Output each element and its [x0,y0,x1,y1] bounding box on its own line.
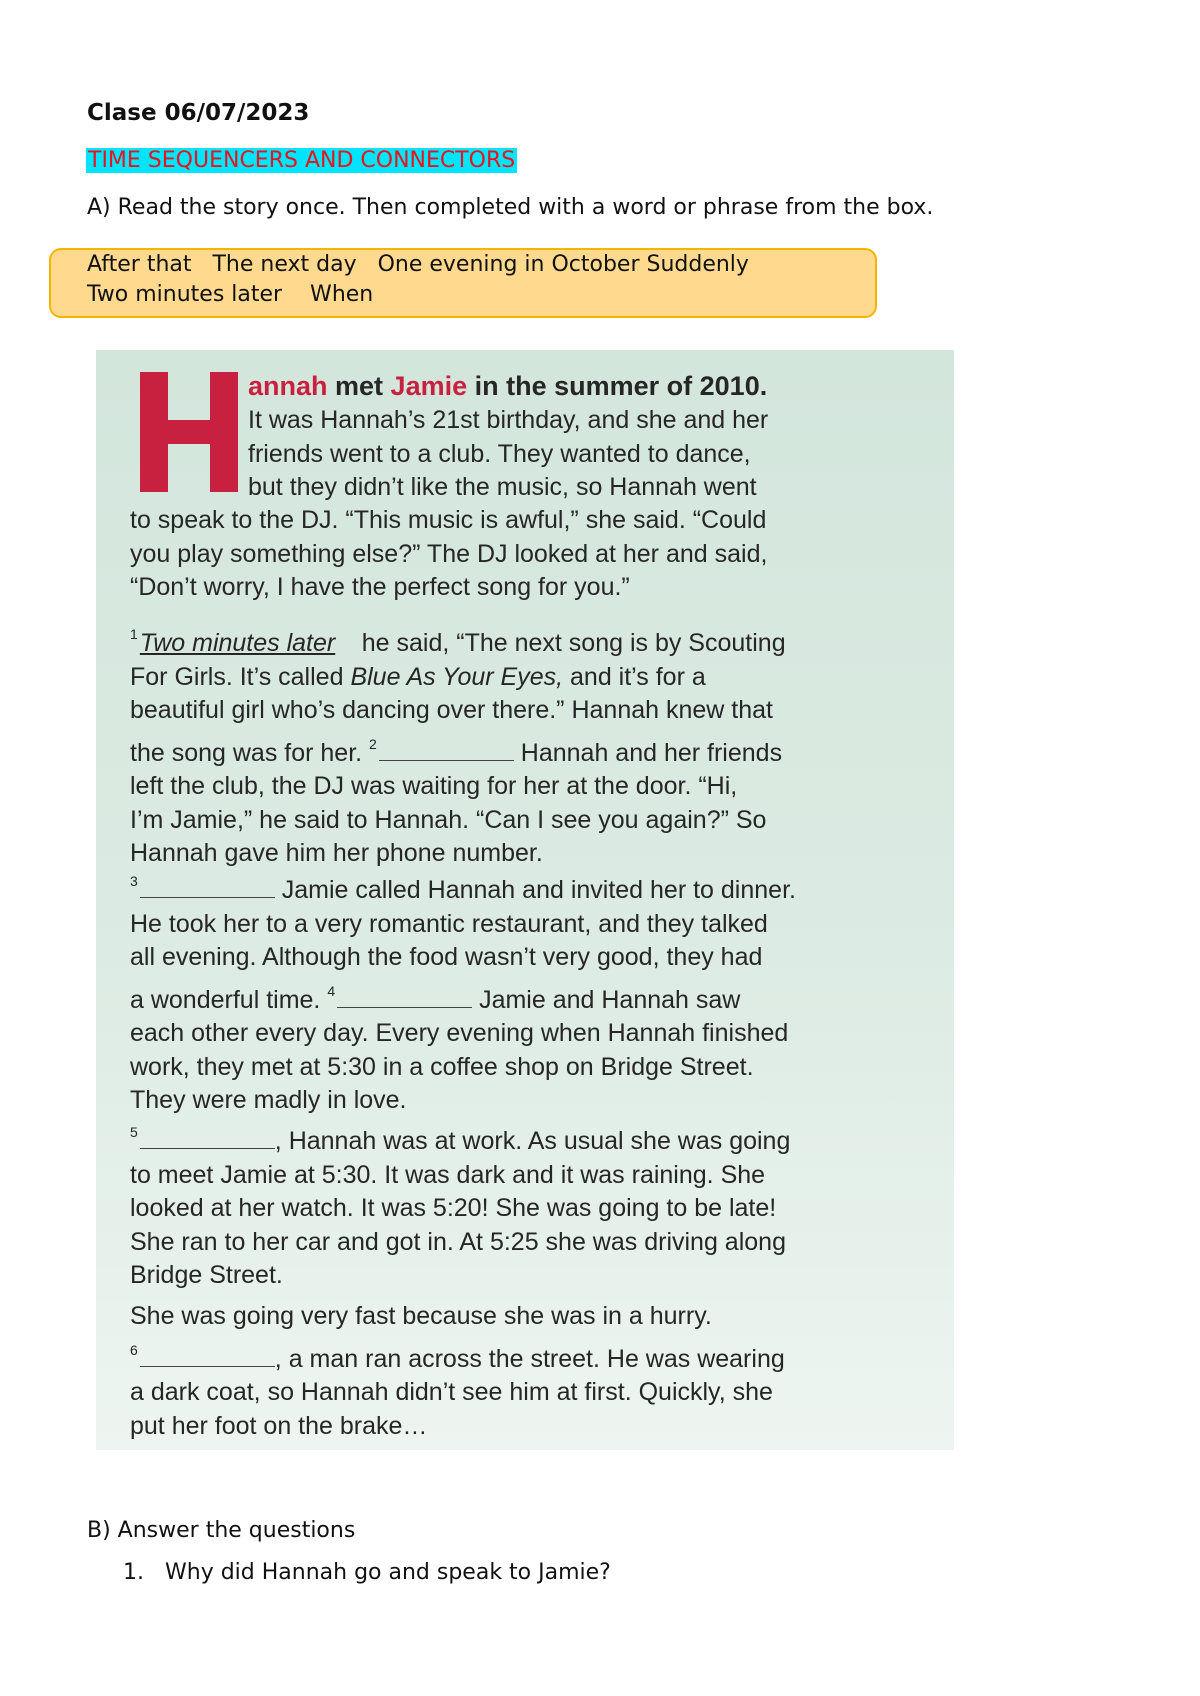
p2-line-2 [130,661,786,695]
word-box [49,248,877,318]
p2-line-2c: and it’s for a [563,662,706,691]
p4-line-4: She ran to her car and got in. At 5:25 she was driving along [130,1227,786,1256]
gap-number-2: 2 [369,735,377,752]
p2-line-4 [130,728,786,771]
p2-line-4a: the song was for her. [130,738,370,767]
instruction-b: B) Answer the questions [87,1518,356,1543]
p5-line-4: put her foot on the brake… [130,1411,428,1440]
instruction-a: A) Read the story once. Then completed with a word or phrase from the box. [87,195,934,220]
p3-line-7: They were madly in love. [130,1086,407,1114]
p4-line-3: looked at her watch. It was 5:20! She was going to be late! [130,1194,777,1222]
word-box-line-2: Two minutes later When [87,282,374,307]
p1-line-2: friends went to a club. They wanted to dance, [248,439,751,468]
question-1-number: 1. [123,1560,144,1585]
intro-name-jamie: Jamie [390,371,468,401]
p5-line-1: She was going very fast because she was in a hurry. [130,1302,712,1330]
dropcap-h-icon [140,372,238,492]
p2-line-1 [130,618,786,661]
gap-6-blank[interactable] [140,1346,275,1367]
paragraph-5 [130,1300,785,1443]
story-panel [96,350,954,1450]
question-1 [123,1560,611,1585]
page-title: TIME SEQUENCERS AND CONNECTORS [88,148,516,173]
paragraph-1-bottom [130,504,767,605]
p5-line-2-text: , a man ran across the street. He was wearing [274,1344,785,1373]
paragraph-1-top [248,404,768,505]
p2-line-4b: Hannah and her friends [513,738,783,767]
p2-line-3: beautiful girl who’s dancing over there.” Hannah knew that [130,696,773,724]
p4-line-1-text: , Hannah was at work. As usual she was going [274,1127,791,1155]
p3-line-1-text: Jamie called Hannah and invited her to dinner. [274,876,796,904]
gap-number-3: 3 [130,873,138,889]
p3-line-6: work, they met at 5:30 in a coffee shop on Bridge Street. [130,1052,754,1081]
gap-5-blank[interactable] [140,1128,275,1149]
p3-line-4b: Jamie and Hannah saw [472,985,741,1014]
p3-line-3: all evening. Although the food wasn’t very good, they had [130,943,763,971]
gap-number-1: 1 [130,626,138,642]
p2-line-5: left the club, the DJ was waiting for her at the door. “Hi, [130,772,738,800]
p4-line-1 [130,1116,790,1159]
paragraph-3 [130,865,796,1118]
paragraph-4 [130,1116,790,1293]
p3-line-4 [130,975,796,1018]
p5-line-2 [130,1334,785,1377]
intro-name-hannah: annah [248,371,328,401]
p3-line-5: each other every day. Every evening when Hannah finished [130,1019,789,1047]
intro-met: met [327,371,391,401]
p1-line-6: “Don’t worry, I have the perfect song for you.” [130,573,630,601]
p2-line-1-text: he said, “The next song is by Scouting [354,629,786,657]
p2-line-7: Hannah gave him her phone number. [130,839,543,867]
gap-number-5: 5 [130,1124,138,1140]
gap-3-blank[interactable] [140,877,275,898]
gap-2-blank[interactable] [379,740,514,761]
gap-number-4: 4 [327,982,336,999]
song-title: Blue As Your Eyes, [350,662,564,691]
paragraph-2 [130,618,786,871]
p4-line-5: Bridge Street. [130,1261,283,1289]
question-1-text: Why did Hannah go and speak to Jamie? [165,1560,611,1585]
p1-line-3: but they didn’t like the music, so Hannah went [248,473,757,501]
gap-number-6: 6 [130,1341,138,1358]
word-box-line-1: After that The next day One evening in October Suddenly [87,252,749,277]
p3-line-2: He took her to a very romantic restaurant, and they talked [130,909,768,938]
intro-rest: in the summer of 2010. [467,371,768,401]
date-line: Clase 06/07/2023 [87,100,310,126]
p1-line-4: to speak to the DJ. “This music is awful,” she said. “Could [130,506,767,534]
p1-line-5: you play something else?” The DJ looked at her and said, [130,539,768,568]
p2-line-2a: For Girls. It’s called [130,662,351,691]
p1-line-1: It was Hannah’s 21st birthday, and she and her [248,406,769,434]
gap-1-answer: Two minutes later [139,629,336,657]
p4-line-2: to meet Jamie at 5:30. It was dark and it was raining. She [130,1160,766,1189]
p5-line-3: a dark coat, so Hannah didn’t see him at first. Quickly, she [130,1378,773,1406]
gap-4-blank[interactable] [337,987,472,1008]
p2-line-6: I’m Jamie,” he said to Hannah. “Can I see you again?” So [130,805,767,834]
p3-line-1 [130,865,796,908]
p3-line-4a: a wonderful time. [130,985,328,1014]
story-intro [248,370,767,404]
